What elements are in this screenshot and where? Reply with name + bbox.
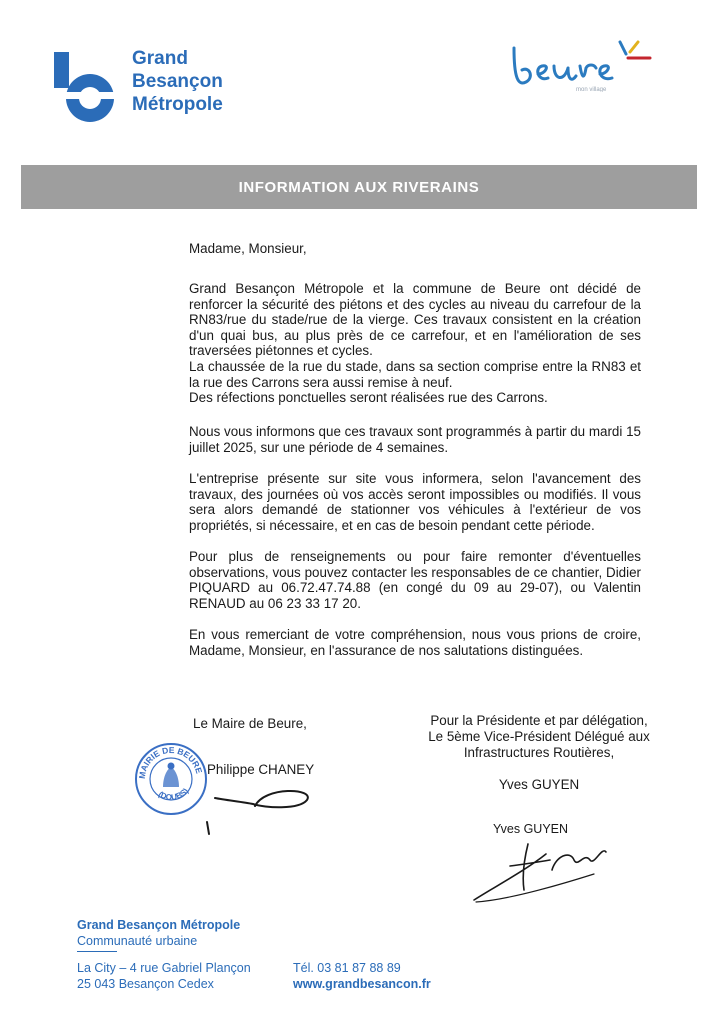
paragraph-context	[189, 281, 641, 406]
paragraph-1-repairs: Des réfections ponctuelles seront réalisées rue des Carrons.	[189, 390, 548, 406]
paragraph-schedule: Nous vous informons que ces travaux sont programmés à partir du mardi 15 juillet 2025, sur une période de 4 semaines.	[189, 424, 641, 455]
logo-line-metropole: Métropole	[132, 94, 223, 115]
signature-name-handwritten: Yves GUYEN	[493, 822, 569, 836]
beure-logo-caption: mon village	[576, 87, 607, 92]
footer-org: Grand Besançon Métropole	[77, 918, 241, 932]
salutation: Madame, Monsieur,	[189, 241, 307, 256]
footer-divider	[77, 951, 117, 952]
mayor-name: Philippe CHANEY	[207, 762, 315, 777]
logo-line-besancon: Besançon	[132, 71, 223, 92]
vice-president-block	[414, 713, 664, 793]
footer-address-line-1: La City – 4 rue Gabriel Plançon	[77, 961, 251, 975]
vice-president-line-1: Pour la Présidente et par délégation,	[430, 713, 648, 728]
stamp-bottom-text: (DOUBS)	[156, 786, 191, 803]
paragraph-closing: En vous remerciant de votre compréhension, nous vous prions de croire, Madame, Monsieur, en l'assurance de nos salutations distinguées.	[189, 627, 641, 658]
vice-president-name: Yves GUYEN	[498, 777, 580, 792]
svg-text:(DOUBS)	[157, 786, 191, 802]
banner-title: INFORMATION AUX RIVERAINS	[238, 178, 480, 196]
beure-logo-icon	[500, 28, 660, 92]
vice-president-line-3: Infrastructures Routières,	[463, 745, 615, 760]
footer-org-type: Communauté urbaine	[77, 934, 198, 948]
footer-phone: Tél. 03 81 87 88 89	[293, 961, 401, 975]
logo-line-grand: Grand	[132, 48, 188, 69]
vice-president-signature-icon	[466, 830, 616, 910]
vice-president-line-2: Le 5ème Vice-Président Délégué aux	[428, 729, 650, 744]
stamp-text: MAIRIE DE BEURE	[136, 744, 205, 780]
paragraph-1-main: Grand Besançon Métropole et la commune de Beure ont décidé de renforcer la sécurité des piétons et des cycles au niveau du carrefour de la RN83/rue du stade/rue de la vierge. Ces travaux consistent en la création d'un quai bus, au plus près de ce carrefour, et en l'amélioration de ses traversées piétonnes et cycles.	[189, 281, 641, 359]
footer-address-line-2: 25 043 Besançon Cedex	[77, 977, 214, 991]
paragraph-contacts: Pour plus de renseignements ou pour faire remonter d'éventuelles observations, vous pouvez contacter les responsables de ce chantier, Didier PIQUARD au 06.72.47.74.88 (en congé du 09 au 29-07), ou Valentin RENAUD au 06 23 33 17 20.	[189, 549, 641, 611]
grand-besancon-logo-icon	[54, 52, 118, 124]
title-banner	[21, 165, 697, 209]
footer-website-link[interactable]: www.grandbesancon.fr	[293, 977, 431, 991]
mayor-signature-icon	[195, 778, 325, 838]
paragraph-access: L'entreprise présente sur site vous informera, selon l'avancement des travaux, des journées où vos accès seront impossibles ou modifiés. Il vous sera alors demandé de stationner vos véhicules à l'extérieur de vos propriétés, si nécessaire, et en cas de besoin pendant cette période.	[189, 471, 641, 533]
paragraph-1-roadway: La chaussée de la rue du stade, dans sa section comprise entre la RN83 et la rue des Carrons sera aussi remise à neuf.	[189, 358, 641, 390]
mayor-title: Le Maire de Beure,	[193, 716, 307, 731]
